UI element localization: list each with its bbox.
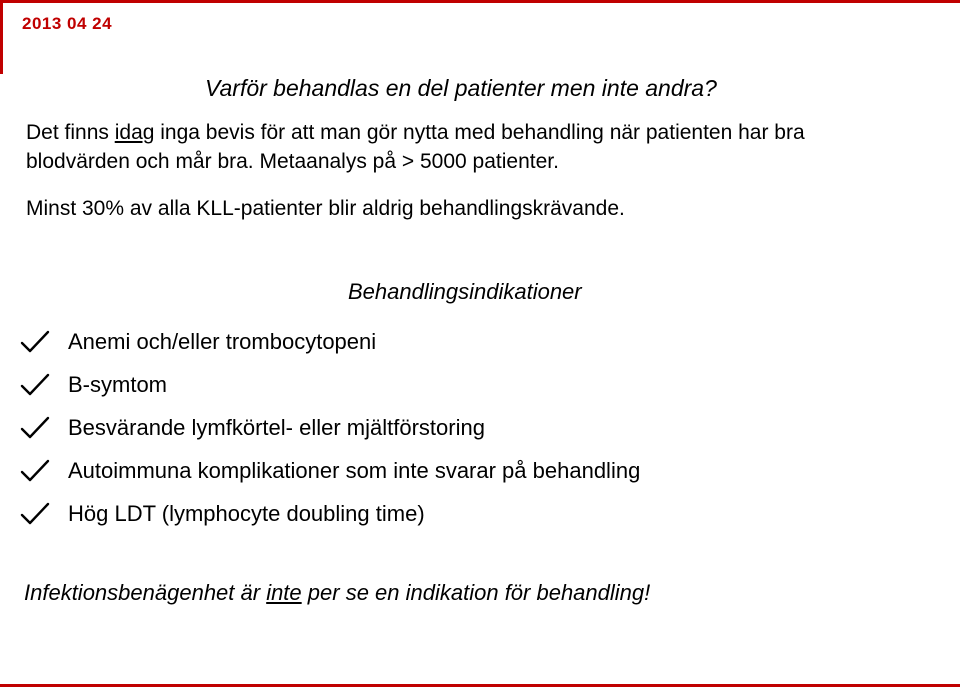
check-icon [20, 373, 50, 397]
footnote-part1: Infektionsbenägenhet är [24, 580, 267, 605]
list-item-text: Anemi och/eller trombocytopeni [68, 328, 377, 354]
paragraph-evidence-part2: inga bevis för att man gör nytta med behandling när patienten har bra [154, 121, 805, 144]
paragraph-kll: Minst 30% av alla KLL-patienter blir aldrig behandlingskrävande. [26, 197, 625, 220]
list-item-text: B-symtom [68, 371, 167, 397]
check-icon [20, 502, 50, 526]
section-title: Behandlingsindikationer [348, 279, 582, 304]
list-item [20, 363, 640, 406]
list-item [20, 406, 640, 449]
slide-question: Varför behandlas en del patienter men inte andra? [205, 75, 717, 101]
list-item [20, 492, 640, 535]
footnote-underlined: inte [266, 580, 302, 605]
list-item-text: Hög LDT (lymphocyte doubling time) [68, 500, 425, 526]
footnote [24, 580, 650, 606]
left-rule [0, 0, 3, 74]
list-item [20, 320, 640, 363]
paragraph-evidence-part1: Det finns [26, 121, 115, 144]
paragraph-metaanalysis: blodvärden och mår bra. Metaanalys på > 5000 patienter. [26, 150, 559, 173]
list-item-text: Besvärande lymfkörtel- eller mjältförstoring [68, 414, 485, 440]
list-item-text: Autoimmuna komplikationer som inte svarar på behandling [68, 457, 641, 483]
slide-date: 2013 04 24 [22, 14, 113, 33]
check-icon [20, 459, 50, 483]
indication-checklist [20, 320, 640, 535]
paragraph-evidence-underlined: idag [114, 121, 155, 144]
top-rule [0, 0, 960, 3]
footnote-part2: per se en indikation för behandling! [301, 580, 651, 605]
check-icon [20, 330, 50, 354]
paragraph-evidence [26, 118, 805, 147]
check-icon [20, 416, 50, 440]
list-item [20, 449, 640, 492]
